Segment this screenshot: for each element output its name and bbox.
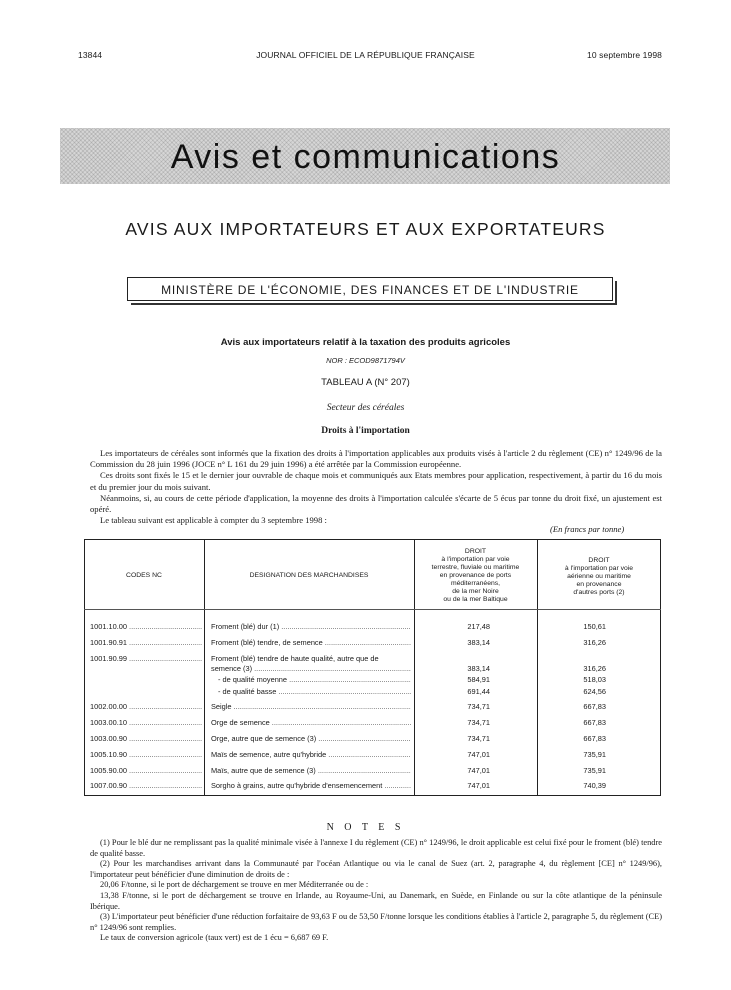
cell-droit-terrestre: 383,14 bbox=[467, 638, 490, 647]
tableau-number: TABLEAU A (N° 207) bbox=[321, 377, 410, 388]
cell-droit-terrestre: 747,01 bbox=[467, 766, 490, 775]
cell-designation: semence (3) ..... bbox=[211, 664, 411, 673]
nor-reference: NOR : ECOD9871794V bbox=[326, 356, 405, 365]
header-designation: DESIGNATION DES MARCHANDISES bbox=[249, 572, 369, 579]
cell-droit-terrestre: 217,48 bbox=[467, 622, 490, 631]
header-line: DROIT bbox=[588, 557, 610, 564]
notice-paragraph: Le tableau suivant est applicable à compter du 3 septembre 1998 : bbox=[100, 515, 327, 526]
cell-code: 1001.90.99 ..... bbox=[90, 654, 202, 663]
notice-body bbox=[90, 448, 662, 526]
cell-code: 1001.90.91 ..... bbox=[90, 638, 202, 647]
cell-code: 1003.00.10 ..... bbox=[90, 718, 202, 727]
header-line: en provenance bbox=[576, 581, 622, 588]
header-line: à l'importation par voie bbox=[564, 565, 634, 572]
cell-droit-aerienne: 735,91 bbox=[583, 750, 606, 759]
cell-code: 1001.10.00 ..... bbox=[90, 622, 202, 631]
cell-droit-terrestre: 734,71 bbox=[467, 734, 490, 743]
page-date: 10 septembre 1998 bbox=[587, 50, 662, 60]
header-line: en provenance de ports bbox=[439, 572, 512, 579]
cell-droit-terrestre: 383,14 bbox=[467, 664, 490, 673]
cell-droit-aerienne: 735,91 bbox=[583, 766, 606, 775]
cell-designation: Maïs, autre que de semence (3) ..... bbox=[211, 766, 411, 775]
cell-code: 1007.00.90 ..... bbox=[90, 781, 202, 790]
header-line: méditerranéens, bbox=[450, 580, 501, 587]
notice-paragraph: Les importateurs de céréales sont informés que la fixation des droits à l'importation applicables aux produits visés à l'article 2 du règlement (CE) n° 1249/96 de la Commission du 28 juin 1996 (JOCE n° L 161 du 29 juin 1996) a été arrêtée par la Commission européenne. bbox=[90, 448, 662, 470]
header-line: ou de la mer Baltique bbox=[443, 596, 508, 603]
cell-code: 1005.10.90 ..... bbox=[90, 750, 202, 759]
header-line: terrestre, fluviale ou maritime bbox=[431, 564, 520, 571]
notes-body bbox=[90, 838, 662, 944]
cell-droit-aerienne: 624,56 bbox=[583, 687, 606, 696]
cell-designation: Orge de semence ..... bbox=[211, 718, 411, 727]
notice-paragraph: Néanmoins, si, au cours de cette période d'application, la moyenne des droits à l'importation calculée s'écarte de 5 écus par tonne du droit fixé, un ajustement est opéré. bbox=[90, 492, 662, 515]
secteur-label: Secteur des céréales bbox=[326, 403, 405, 413]
note-paragraph: Le taux de conversion agricole (taux vert) est de 1 écu = 6,687 69 F. bbox=[100, 933, 329, 943]
unit-note: (En francs par tonne) bbox=[550, 524, 625, 534]
header-droit-aerienne bbox=[537, 557, 661, 597]
cell-droit-terrestre: 584,91 bbox=[467, 675, 490, 684]
page-number: 13844 bbox=[78, 50, 103, 60]
header-line: aérienne ou maritime bbox=[567, 573, 631, 580]
note-paragraph: 13,38 F/tonne, si le port de déchargement se trouve en Irlande, au Royaume-Uni, au Danemark, en Suède, en Finlande ou sur la côte atlantique de la péninsule Ibérique. bbox=[90, 890, 662, 911]
cell-droit-terrestre: 691,44 bbox=[467, 687, 490, 696]
header-line: DROIT bbox=[464, 548, 487, 555]
cell-droit-aerienne: 667,83 bbox=[583, 702, 606, 711]
droits-heading: Droits à l'importation bbox=[321, 426, 410, 436]
cell-droit-aerienne: 740,39 bbox=[583, 781, 606, 790]
cell-droit-terrestre: 747,01 bbox=[467, 781, 490, 790]
cell-designation: Maïs de semence, autre qu'hybride ..... bbox=[211, 750, 411, 759]
cell-droit-aerienne: 667,83 bbox=[583, 718, 606, 727]
ministry-name: MINISTÈRE DE L'ÉCONOMIE, DES FINANCES ET DE L'INDUSTRIE bbox=[161, 283, 579, 297]
section-title: AVIS AUX IMPORTATEURS ET AUX EXPORTATEURS bbox=[125, 219, 606, 239]
cell-droit-terrestre: 734,71 bbox=[467, 718, 490, 727]
cell-designation: - de qualité moyenne ..... bbox=[218, 675, 411, 684]
note-paragraph: (1) Pour le blé dur ne remplissant pas la qualité minimale visée à l'annexe I du règlement (CE) n° 1249/96, le droit applicable est celui fixé pour le froment (blé) tendre de qualité basse. bbox=[90, 838, 662, 858]
cell-designation: Froment (blé) tendre de haute qualité, autre que de bbox=[211, 654, 379, 663]
note-paragraph: (2) Pour les marchandises arrivant dans la Communauté par l'océan Atlantique ou via le canal de Suez (art. 2, paragraphe 4, du règlement [CE] n° 1249/96), l'importateur peut bénéficier d'une diminution de droits de : bbox=[90, 859, 662, 879]
notice-title: Avis aux importateurs relatif à la taxation des produits agricoles bbox=[220, 337, 511, 348]
header-line: à l'importation par voie bbox=[441, 556, 510, 563]
cell-droit-aerienne: 316,26 bbox=[583, 638, 606, 647]
cell-droit-terrestre: 734,71 bbox=[467, 702, 490, 711]
cell-designation: Sorgho à grains, autre qu'hybride d'ensemencement ..... bbox=[211, 781, 411, 790]
notice-paragraph: Ces droits sont fixés le 15 et le dernier jour ouvrable de chaque mois et communiqués aux Etats membres pour application, respectivement, à partir du 16 du mois et du premier jour du mois suivant. bbox=[90, 470, 662, 492]
cell-droit-aerienne: 150,61 bbox=[583, 622, 606, 631]
cell-droit-aerienne: 518,03 bbox=[583, 675, 606, 684]
cell-droit-aerienne: 316,26 bbox=[583, 664, 606, 673]
cell-designation: Froment (blé) tendre, de semence ..... bbox=[211, 638, 411, 647]
cell-designation: Seigle ..... bbox=[211, 702, 411, 711]
cell-droit-terrestre: 747,01 bbox=[467, 750, 490, 759]
cell-designation: - de qualité basse ..... bbox=[218, 687, 411, 696]
header-droit-terrestre bbox=[414, 548, 537, 604]
header-codes: CODES NC bbox=[126, 572, 162, 579]
journal-title: JOURNAL OFFICIEL DE LA RÉPUBLIQUE FRANÇAISE bbox=[256, 50, 475, 60]
cell-code: 1002.00.00 ..... bbox=[90, 702, 202, 711]
notes-title: N O T E S bbox=[326, 822, 405, 833]
cell-code: 1005.90.00 ..... bbox=[90, 766, 202, 775]
cell-code: 1003.00.90 ..... bbox=[90, 734, 202, 743]
table-header-rule bbox=[84, 609, 661, 610]
cell-designation: Orge, autre que de semence (3) ..... bbox=[211, 734, 411, 743]
header-line: d'autres ports (2) bbox=[573, 589, 625, 596]
banner-title: Avis et communications bbox=[170, 138, 561, 176]
header-line: de la mer Noire bbox=[452, 588, 499, 595]
cell-droit-aerienne: 667,83 bbox=[583, 734, 606, 743]
note-paragraph: (3) L'importateur peut bénéficier d'une réduction forfaitaire de 93,63 F ou de 53,50 F/tonne lorsque les conditions établies à l'article 2, paragraphe 5, du règlement (CE) n° 1249/96 sont remplies. bbox=[90, 912, 662, 932]
cell-designation: Froment (blé) dur (1) ..... bbox=[211, 622, 411, 631]
note-paragraph: 20,06 F/tonne, si le port de déchargement se trouve en mer Méditerranée ou de : bbox=[100, 880, 369, 890]
